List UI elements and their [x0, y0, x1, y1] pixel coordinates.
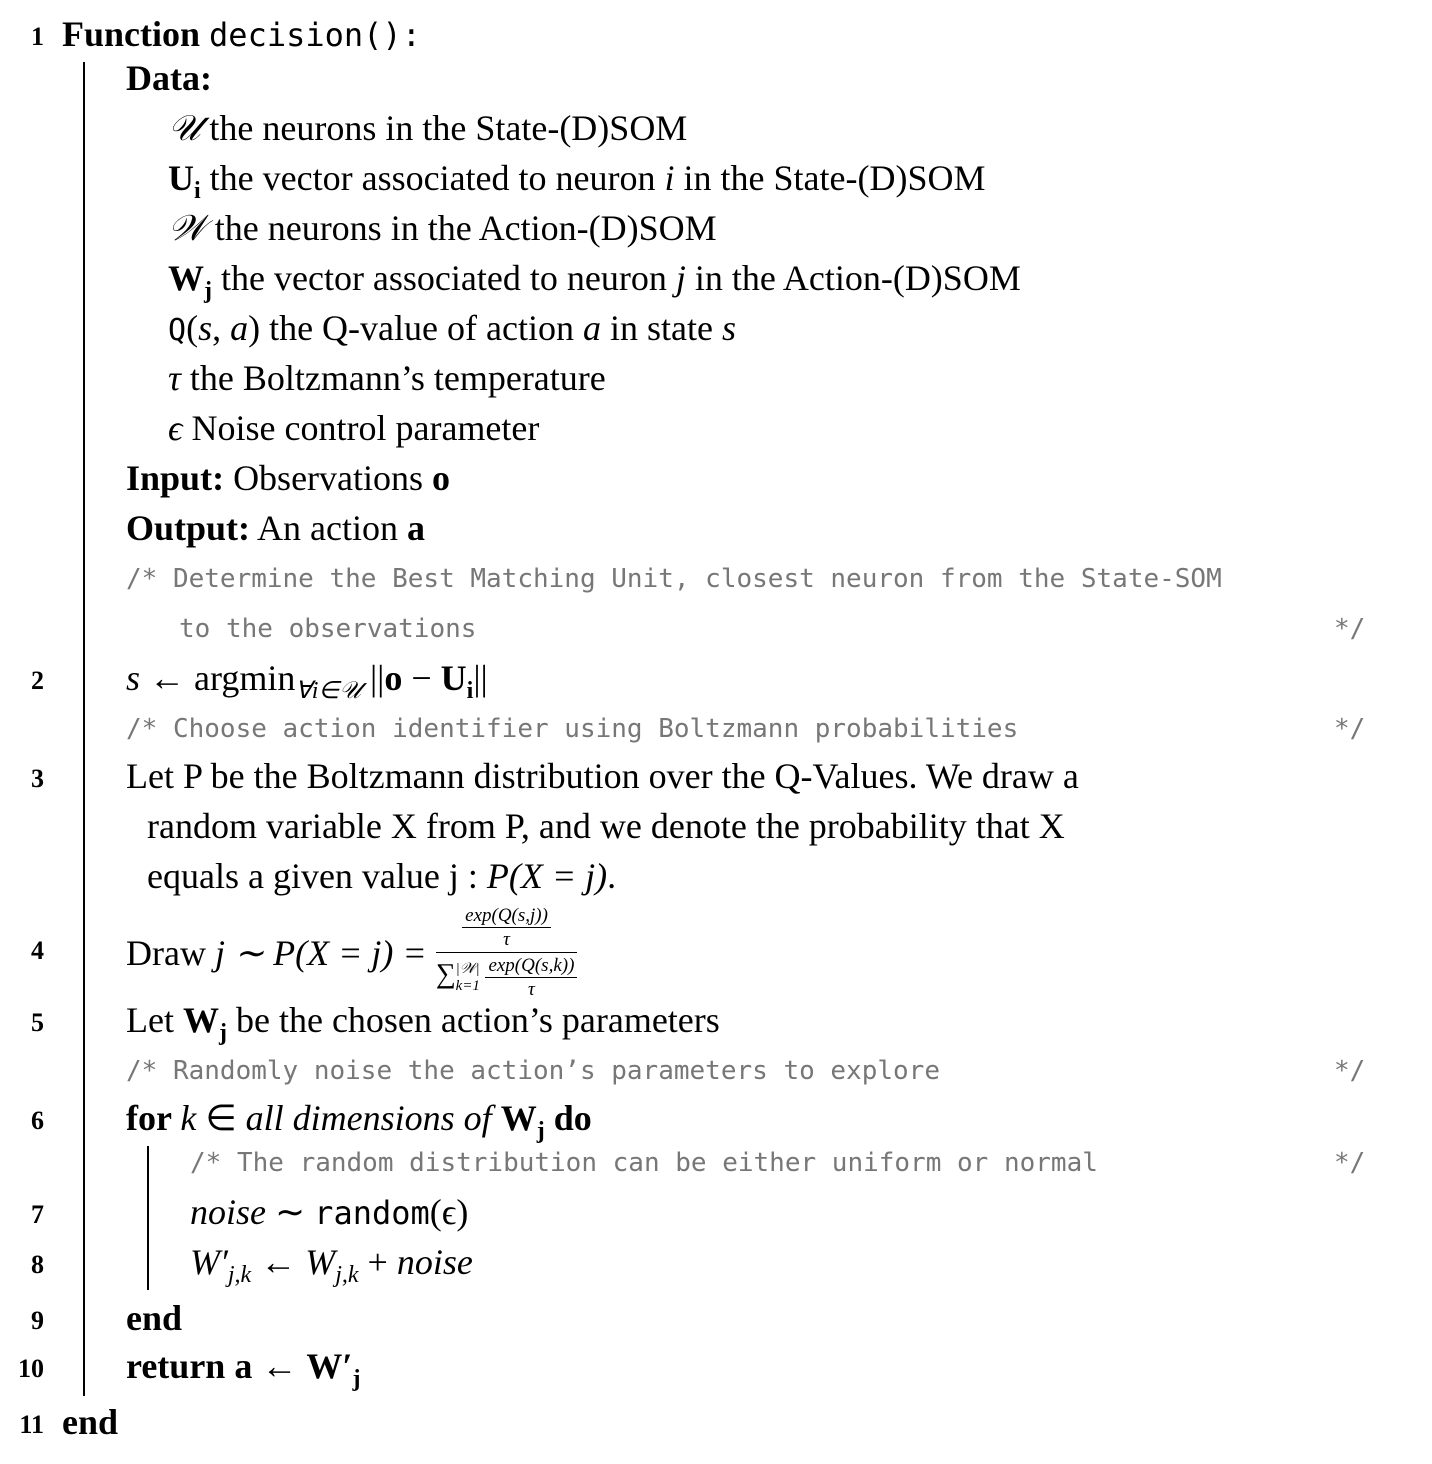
- line-4-draw: [126, 905, 577, 1001]
- line-3-text: equals a given value j :: [147, 856, 487, 896]
- sum-upper: |𝒲|: [455, 961, 480, 978]
- data-text: in the Action-(D)SOM: [685, 258, 1021, 298]
- data-text: in state: [600, 308, 722, 348]
- data-symbol: 𝒲: [168, 208, 206, 248]
- output-label: Output:: [126, 508, 251, 548]
- data-item-Ui: [168, 160, 986, 203]
- data-var: j: [675, 258, 686, 298]
- line-3-text-2: random variable X from P, and we denote the probability that X: [147, 806, 1065, 846]
- line-3-text-3: [147, 858, 616, 894]
- argmin-subscript: ∀i∈𝒰: [295, 678, 361, 704]
- var-noise: noise: [396, 1242, 473, 1282]
- var-W-subscript: j: [218, 1020, 227, 1046]
- line-9-end: end: [126, 1298, 183, 1338]
- data-symbol: W: [168, 258, 204, 298]
- output-text: An action: [257, 508, 408, 548]
- numerator-frac: [462, 906, 551, 949]
- denominator-frac: [485, 956, 577, 999]
- line-5-let: [126, 1002, 720, 1045]
- data-label: Data:: [126, 58, 212, 98]
- data-symbol: ϵ: [168, 408, 183, 448]
- var-W: W: [182, 1000, 219, 1040]
- input-text: Observations: [233, 458, 433, 498]
- data-symbol: 𝒰: [168, 108, 201, 148]
- sim-symbol: ∼: [266, 1192, 315, 1232]
- line-7-noise: [190, 1194, 468, 1230]
- line-number-9: 9: [31, 1306, 44, 1335]
- tau-symbol: τ: [528, 979, 535, 1001]
- var-W: W: [305, 1242, 336, 1282]
- var-W: W: [500, 1098, 537, 1138]
- data-var: i: [664, 158, 675, 198]
- line-number-10: 10: [18, 1354, 44, 1383]
- data-text: the neurons in the State-(D)SOM: [200, 108, 688, 148]
- var-k: k: [180, 1098, 197, 1138]
- plus-sign: +: [358, 1242, 397, 1282]
- data-item-U: [168, 110, 687, 146]
- data-text: Noise control parameter: [182, 408, 540, 448]
- var-a: a: [234, 1346, 253, 1386]
- data-item-Q: [168, 310, 736, 346]
- line-number-3: 3: [31, 764, 44, 793]
- output-line: [126, 510, 425, 546]
- draw-expr: j ∼ P(X = j) =: [214, 932, 427, 973]
- function-keyword: Function: [62, 14, 201, 54]
- argmin-text: ← argmin: [140, 658, 296, 698]
- data-text: the vector associated to neuron: [212, 258, 676, 298]
- comment-bmu-close: */: [1334, 614, 1366, 644]
- line-6-for: [126, 1100, 592, 1143]
- period: .: [607, 856, 617, 896]
- data-item-tau: [168, 360, 606, 396]
- data-subscript: j: [204, 278, 212, 304]
- data-var: a: [230, 308, 249, 348]
- comment-distribution: /* The random distribution can be either uniform or normal: [190, 1148, 1098, 1178]
- var-W-subscript: j,k: [335, 1262, 359, 1288]
- data-item-Wj: [168, 260, 1021, 303]
- function-name: decision():: [209, 16, 421, 54]
- dims-text: all dimensions of: [245, 1098, 501, 1138]
- var-W-prime: W′: [190, 1242, 228, 1282]
- for-keyword: for: [126, 1098, 181, 1138]
- comment-bmu-line1: /* Determine the Best Matching Unit, closest neuron from the State-SOM: [126, 564, 1222, 594]
- var-o: o: [384, 658, 403, 698]
- line-11-end: end: [62, 1402, 119, 1442]
- data-symbol: τ: [168, 358, 181, 398]
- function-block-bar: [83, 62, 85, 1396]
- input-var: o: [432, 458, 451, 498]
- data-item-W: [168, 210, 717, 246]
- in-symbol: ∈: [196, 1098, 246, 1138]
- data-var: s: [198, 308, 213, 348]
- sum-lower: k=1: [455, 977, 480, 994]
- random-function: random: [314, 1194, 430, 1232]
- input-label: Input:: [126, 458, 225, 498]
- data-symbol: U: [168, 158, 194, 198]
- var-U-subscript: i: [466, 678, 474, 704]
- comment-distribution-close: */: [1334, 1148, 1366, 1178]
- var-W-prime-subscript: j,k: [227, 1262, 252, 1288]
- line-3-text-1: Let P be the Boltzmann distribution over the Q-Values. We draw a: [126, 756, 1079, 796]
- for-block-bar: [147, 1146, 149, 1290]
- sum-symbol: ∑: [435, 958, 456, 990]
- var-W-subscript: j: [536, 1118, 545, 1144]
- comment-boltzmann-close: */: [1334, 714, 1366, 744]
- line-number-6: 6: [31, 1106, 44, 1135]
- return-keyword: return: [126, 1346, 235, 1386]
- comment-bmu-line2: to the observations: [179, 614, 477, 644]
- draw-text: Draw: [126, 932, 215, 973]
- line-number-4: 4: [31, 936, 44, 965]
- var-U: U: [440, 658, 467, 698]
- data-item-epsilon: [168, 410, 539, 446]
- data-text: in the State-(D)SOM: [674, 158, 986, 198]
- assign-arrow: ←: [251, 1242, 306, 1282]
- let-text: Let: [126, 1000, 183, 1040]
- data-text: the neurons in the Action-(D)SOM: [205, 208, 717, 248]
- line-number-7: 7: [31, 1200, 44, 1229]
- line-number-1: 1: [31, 22, 44, 51]
- line-number-11: 11: [19, 1410, 44, 1439]
- line-2-argmin: [126, 660, 488, 703]
- random-arg: (ϵ): [429, 1192, 469, 1232]
- line-number-2: 2: [31, 666, 44, 695]
- var-W-prime-subscript: j: [352, 1366, 361, 1392]
- boltzmann-fraction: [436, 906, 578, 999]
- do-keyword: do: [544, 1098, 592, 1138]
- function-header: [62, 16, 421, 52]
- data-text: ) the Q-value of action: [248, 308, 583, 348]
- output-var: a: [407, 508, 426, 548]
- norm-close: ||: [473, 658, 488, 698]
- data-var: a: [582, 308, 601, 348]
- data-subscript: i: [194, 178, 201, 204]
- var-noise: noise: [190, 1192, 266, 1232]
- line-8-update: [190, 1244, 473, 1287]
- exp-q-sj: exp(Q(s,j)): [462, 906, 551, 928]
- let-rest-text: be the chosen action’s parameters: [226, 1000, 720, 1040]
- data-text: ,: [212, 308, 231, 348]
- data-text: the vector associated to neuron: [200, 158, 665, 198]
- data-text: (: [186, 308, 199, 348]
- fraction-numerator: [436, 906, 578, 953]
- var-s: s: [126, 658, 141, 698]
- comment-noise: /* Randomly noise the action’s parameters to explore: [126, 1056, 940, 1086]
- var-W-prime: W′: [306, 1346, 353, 1386]
- line-number-8: 8: [31, 1250, 44, 1279]
- line-number-5: 5: [31, 1008, 44, 1037]
- exp-q-sk: exp(Q(s,k)): [485, 956, 577, 978]
- minus-sign: −: [402, 658, 441, 698]
- data-symbol: Q: [168, 313, 187, 348]
- data-text: the Boltzmann’s temperature: [180, 358, 606, 398]
- comment-boltzmann: /* Choose action identifier using Boltzmann probabilities: [126, 714, 1019, 744]
- input-line: [126, 460, 450, 496]
- data-var: s: [721, 308, 736, 348]
- assign-arrow: ←: [252, 1346, 307, 1386]
- fraction-denominator: [436, 953, 578, 999]
- probability-expr: P(X = j): [486, 856, 608, 896]
- tau-symbol: τ: [503, 929, 510, 951]
- comment-noise-close: */: [1334, 1056, 1366, 1086]
- norm-open: ||: [360, 658, 385, 698]
- line-10-return: [126, 1348, 360, 1391]
